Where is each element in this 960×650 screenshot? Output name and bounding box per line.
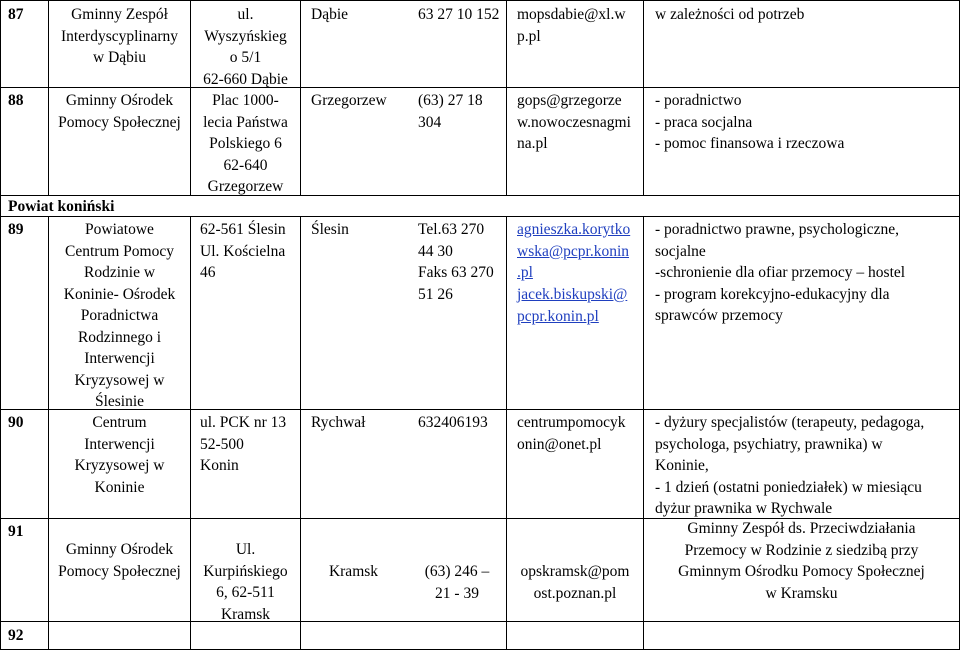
email: centrumpomocyk onin@onet.pl [517,414,626,453]
row-border [0,216,960,217]
institution-name: Gminny Ośrodek Pomocy Społecznej [58,541,181,580]
row-number: 91 [8,523,24,540]
row-border [0,195,960,196]
row-number: 90 [8,414,24,431]
email: opskramsk@pom ost.poznan.pl [520,563,630,602]
town: Rychwał [311,414,366,431]
row-number: 89 [8,221,24,238]
services: - dyżury specjalistów (terapeuty, pedagoga, psychologa, psychiatry, prawnika) w Koninie, - 1 dzień (ostatni poniedziałek) w miesiącu dyżur prawnika w Rychwale [655,414,925,517]
address: ul. PCK nr 13 52-500 Konin [200,414,287,474]
town: Ślesin [311,221,349,238]
email-link[interactable]: agnieszka.korytko wska@pcpr.konin .pl [517,221,631,281]
row-border [0,0,960,1]
services: w zależności od potrzeb [655,6,805,23]
col-border [300,0,301,195]
col-border [643,0,644,195]
institution-name: Gminny Zespół Interdyscyplinarny w Dąbiu [60,6,179,66]
col-border [300,216,301,650]
institution-name: Powiatowe Centrum Pomocy Rodzinie w Koninie- Ośrodek Poradnictwa Rodzinnego i Interwencji Kryzysowej w Ślesinie [63,221,176,410]
town: Grzegorzew [311,92,387,109]
email: mopsdabie@xl.w p.pl [517,6,626,45]
services: Gminny Zespół ds. Przeciwdziałania Przemocy w Rodzinie z siedzibą przy Gminnym Ośrodku Pomocy Społecznej w Kramsku [678,520,925,602]
row-border [0,621,960,622]
address: 62-561 Ślesin Ul. Kościelna 46 [200,221,286,281]
address: Plac 1000- lecia Państwa Polskiego 6 62-640 Grzegorzew [203,92,288,195]
row-number: 88 [8,92,24,109]
row-number: 87 [8,6,24,23]
phone: (63) 246 – 21 - 39 [424,563,490,602]
address: ul. Wyszyńskieg o 5/1 62-660 Dąbie [203,6,288,88]
services: - poradnictwo prawne, psychologiczne, socjalne -schronienie dla ofiar przemocy – hostel - program korekcyjno-edukacyjny dla sprawców przemocy [655,221,906,324]
phone: Tel.63 270 44 30 Faks 63 270 51 26 [418,221,494,303]
town: Kramsk [328,563,379,580]
col-border [506,0,507,195]
row-number: 92 [8,627,24,644]
phone: 63 27 10 152 [418,6,500,23]
phone: (63) 27 18 304 [418,92,483,131]
phone: 632406193 [418,414,488,431]
email-link[interactable]: jacek.biskupski@ pcpr.konin.pl [517,286,628,325]
row-border [0,87,960,88]
services: - poradnictwo - praca socjalna - pomoc finansowa i rzeczowa [655,92,845,152]
town: Dąbie [311,6,349,23]
col-border [0,0,1,650]
address: Ul. Kurpińskiego 6, 62-511 Kramsk [203,541,288,623]
email: gops@grzegorze w.nowoczesnagmi na.pl [517,92,631,152]
institution-name: Gminny Ośrodek Pomocy Społecznej [58,92,181,131]
institution-name: Centrum Interwencji Kryzysowej w Koninie [74,414,165,496]
section-header: Powiat koniński [8,198,115,215]
